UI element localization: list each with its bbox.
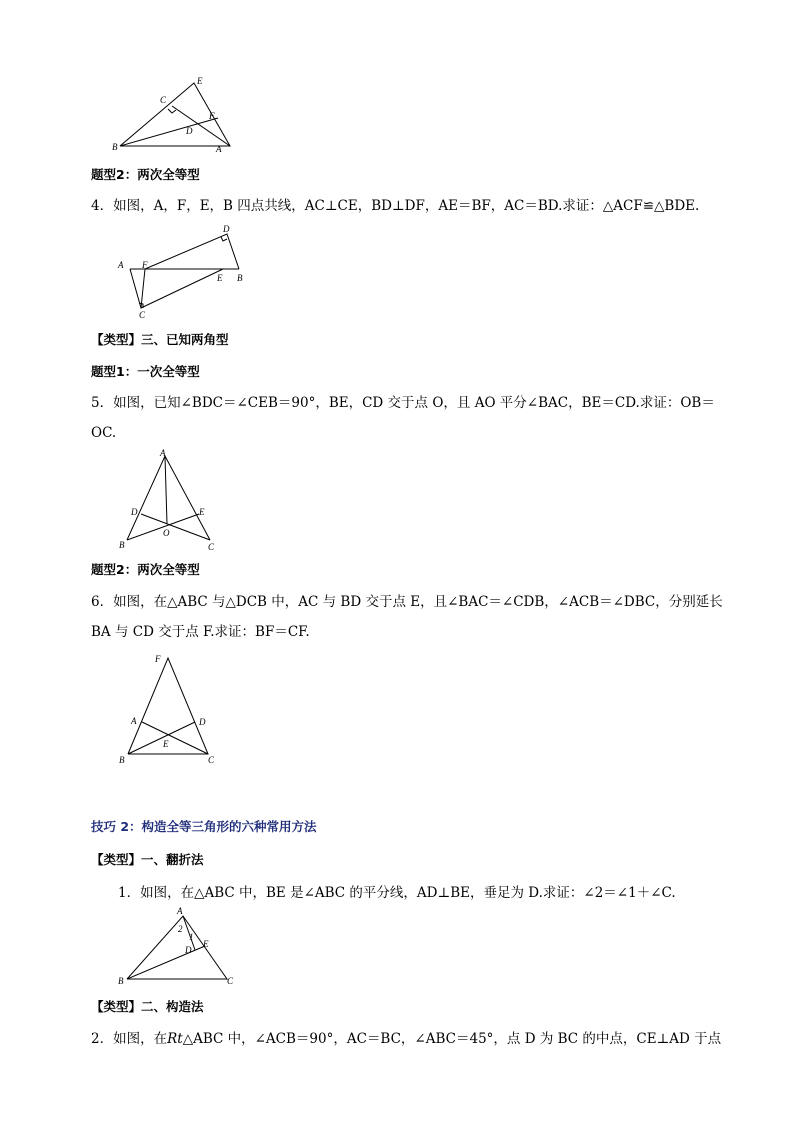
fig4-label-c: C: [139, 310, 146, 320]
fig5-label-c: C: [208, 542, 215, 552]
problem-6-line1: 6．如图，在△ABC 与△DCB 中，AC 与 BD 交于点 E，且∠BAC＝∠CDB，∠ACB＝∠DBC，分别延长: [91, 594, 723, 610]
figure-triangle-top: [110, 72, 240, 157]
problem-5-line2: OC.: [91, 425, 117, 441]
fig7-label-angle-1: 1: [189, 932, 194, 942]
fig4-label-d: D: [223, 224, 230, 234]
fig4-label-f: F: [142, 260, 148, 270]
fig0-label-f: F: [209, 111, 215, 121]
fig7-label-e: E: [203, 939, 209, 949]
fig6-label-b: B: [119, 755, 125, 765]
heading-type-fold: 【类型】一、翻折法: [91, 852, 204, 867]
fig0-label-d: D: [186, 126, 193, 136]
question-2-part1: 2．如图，在: [91, 1031, 168, 1047]
fig6-label-e: E: [163, 739, 169, 749]
fig4-label-e: E: [217, 273, 223, 283]
question-1: 1．如图，在△ABC 中，BE 是∠ABC 的平分线，AD⊥BE，垂足为 D.求证：∠2＝∠1＋∠C.: [118, 885, 676, 901]
fig4-label-b: B: [237, 273, 243, 283]
heading-type-construct: 【类型】二、构造法: [91, 999, 204, 1014]
question-2-rt: Rt: [167, 1031, 183, 1047]
fig7-label-c: C: [227, 976, 234, 986]
fig4-label-a: A: [118, 260, 124, 270]
fig7-label-d: D: [185, 945, 192, 955]
figure-problem-6: [115, 650, 225, 768]
fig0-label-e: E: [197, 76, 203, 86]
figure-problem-4: [115, 220, 255, 320]
problem-4: 4．如图，A，F，E，B 四点共线，AC⊥CE，BD⊥DF，AE＝BF，AC＝BD.求证：△ACF≌△BDE.: [91, 198, 700, 214]
problem-5-line1: 5．如图，已知∠BDC＝∠CEB＝90°，BE，CD 交于点 O，且 AO 平分∠BAC，BE＝CD.求证：OB＝: [91, 395, 715, 411]
fig6-label-a: A: [131, 716, 137, 726]
fig7-label-a: A: [177, 906, 183, 916]
fig5-label-o: O: [163, 528, 170, 538]
fig6-label-d: D: [199, 717, 206, 727]
fig5-label-d: D: [131, 507, 138, 517]
fig6-label-f: F: [155, 654, 161, 664]
fig0-label-c: C: [160, 95, 167, 105]
fig7-label-angle-2: 2: [178, 924, 183, 934]
heading-type2-twice-b: 题型2：两次全等型: [91, 562, 200, 577]
problem-6-line2: BA 与 CD 交于点 F.求证：BF＝CF.: [91, 624, 310, 640]
fig5-label-b: B: [119, 540, 125, 550]
fig7-label-b: B: [118, 976, 124, 986]
heading-type3: 【类型】三、已知两角型: [91, 332, 229, 347]
heading-type1-once: 题型1：一次全等型: [91, 364, 200, 379]
question-2-part2: △ABC 中，∠ACB＝90°，AC＝BC，∠ABC＝45°，点 D 为 BC 的中点，CE⊥AD 于点: [182, 1031, 722, 1047]
figure-problem-5: [115, 448, 225, 556]
figure-question-1: [115, 904, 240, 988]
fig5-label-a: A: [160, 448, 166, 458]
fig6-label-c: C: [208, 755, 215, 765]
question-2: [91, 1030, 721, 1048]
fig5-label-e: E: [199, 507, 205, 517]
fig0-label-b: B: [112, 142, 118, 152]
heading-type2-twice: 题型2：两次全等型: [91, 167, 200, 182]
heading-skill-2: 技巧 2：构造全等三角形的六种常用方法: [91, 819, 317, 834]
fig0-label-a: A: [216, 144, 222, 154]
